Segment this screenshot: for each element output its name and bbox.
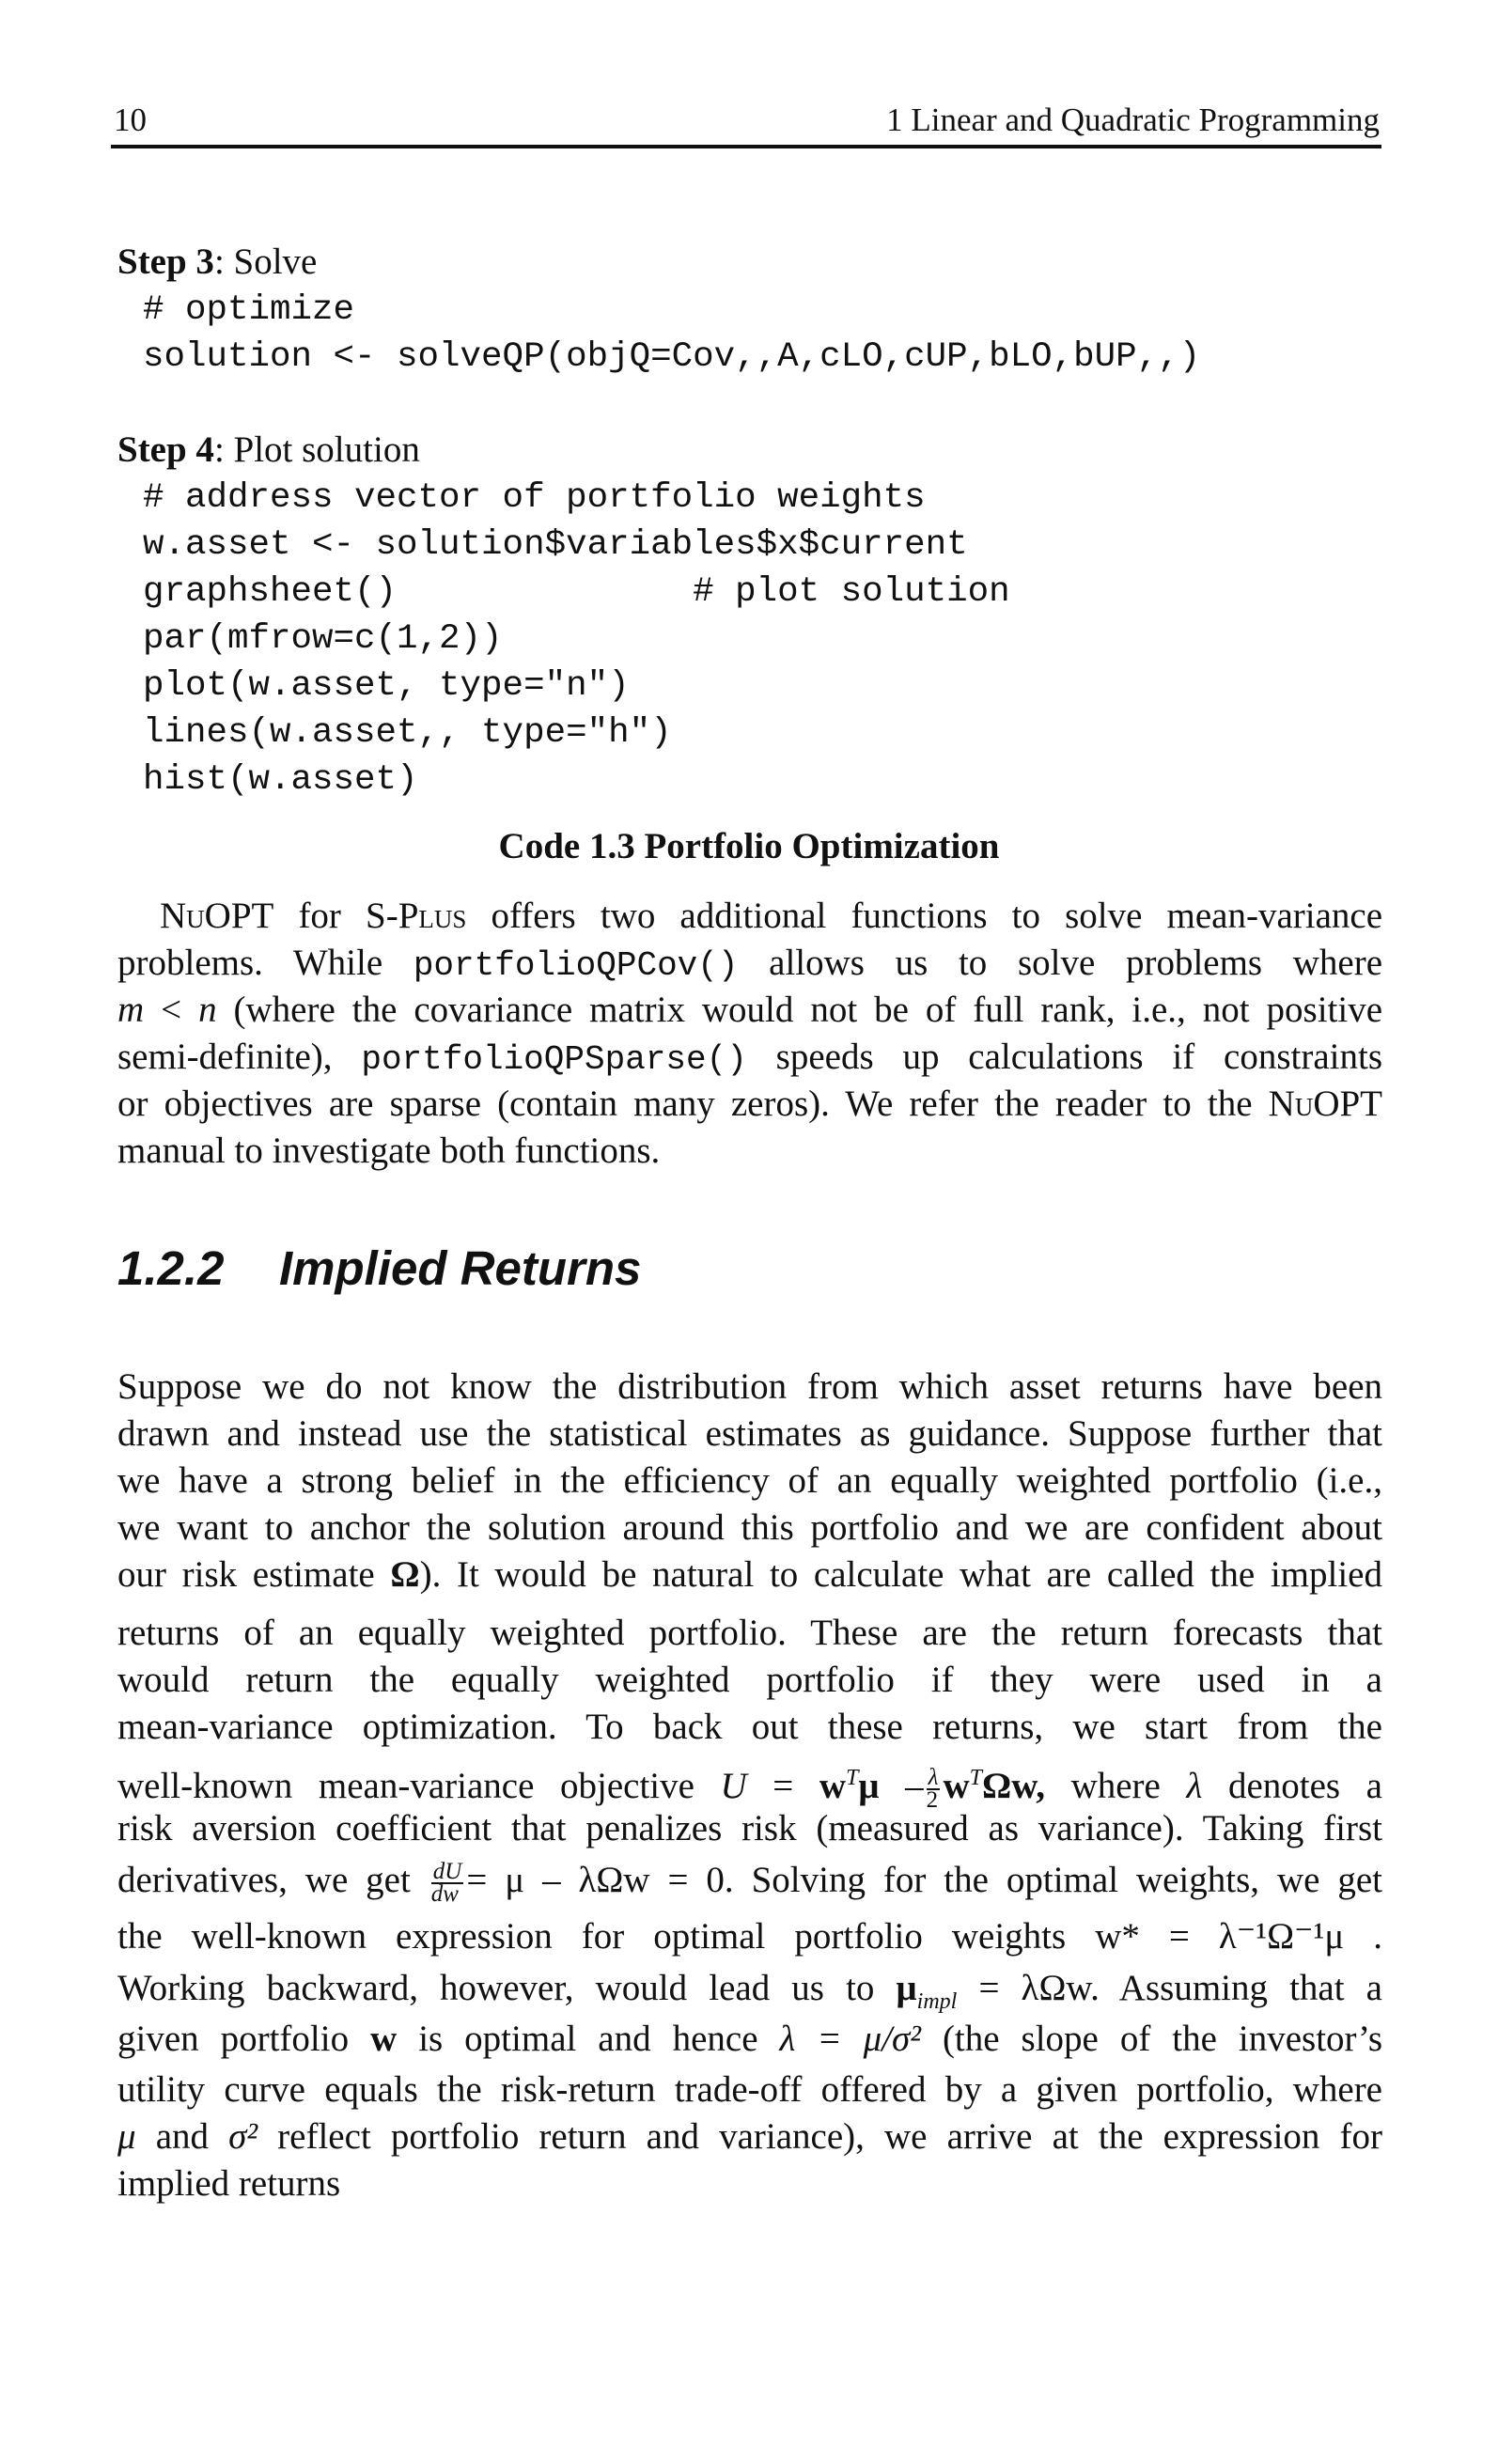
text-line: our risk estimate Ω). It would be natural to calculate what are called the implied [117,1554,1382,1595]
text-line: problems. While portfolioQPCov() allows us to solve problems where [117,943,1383,985]
text-line: μ and σ² reflect portfolio return and variance), we arrive at the expression for [117,2116,1382,2157]
function-name: portfolioQPCov() [413,946,739,985]
text-line: manual to investigate both functions. [117,1131,661,1171]
text-line: Suppose we do not know the distribution from which asset returns have been [117,1366,1382,1407]
section-heading [117,1240,641,1297]
step-4-title: : Plot solution [213,429,420,470]
equation-implied: $\mu_{impl} = \lambda\Omega w$. [896,1968,1100,2014]
text-line: given portfolio w is optimal and hence λ = μ/σ² (the slope of the investor’s [117,2019,1382,2059]
section-number: 1.2.2 [117,1241,225,1295]
function-name: portfolioQPSparse() [361,1040,747,1079]
section-title: Implied Returns [279,1241,642,1295]
text-line: semi-definite), portfolioQPSparse() speeds up calculations if constraints [117,1037,1383,1079]
text-line: drawn and instead use the statistical estimates as guidance. Suppose further that [117,1413,1382,1454]
step-3-heading [117,240,317,285]
step-4-code: # address vector of portfolio weights w.asset <- solution$variables$x$current graphsheet() # plot solution par(mfrow=c(1,2)) plot(w.asset, type="n") lines(w.asset,, type="h") hist(w.asset) [143,478,1010,800]
running-header [111,101,1381,148]
text-line: implied returns [117,2163,341,2204]
text-line: mean-variance optimization. To back out these returns, we start from the [117,1707,1382,1747]
text-line: would return the equally weighted portfolio if they were used in a [117,1660,1382,1700]
chapter-title: 1 Linear and Quadratic Programming [886,101,1380,138]
page-number: 10 [114,101,147,138]
equation-optimal-weights: w* = λ⁻¹Ω⁻¹μ . [1095,1916,1382,1957]
text-line: we have a strong belief in the efficiency of an equally weighted portfolio (i.e., [117,1460,1382,1501]
text-line: derivatives, we get $\frac{dU}{dw}$ = μ – λΩw = 0. Solving for the optimal weights, we get [117,1859,1382,1908]
text-line: the well-known expression for optimal portfolio weights w* = λ⁻¹Ω⁻¹μ . [117,1916,1382,1957]
equation-lambda: λ = μ/σ² [779,2019,921,2059]
text-line: we want to anchor the solution around this portfolio and we are confident about [117,1507,1382,1548]
implied-returns-paragraph [117,1364,1382,2207]
text-line: or objectives are sparse (contain many zeros). We refer the reader to the NuOPT [117,1084,1382,1124]
step-3-label: Step 3 [117,242,214,282]
text-line: NuOPT for S-Plus offers two additional functions to solve mean-variance [160,896,1383,936]
step-3-title: : Solve [213,242,318,282]
text-line: returns of an equally weighted portfolio. These are the return forecasts that [117,1613,1382,1653]
text-line: Working backward, however, would lead us to $\mu_{impl} = \lambda\Omega w$. Assuming that a [117,1968,1382,2014]
text-line: well-known mean-variance objective $U = w^T\mu$ – $\frac{\lambda}{2}$ $w^T\Omega w$, where λ denotes a [117,1765,1382,1814]
step-3-code: # optimize solution <- solveQP(objQ=Cov,,A,cLO,cUP,bLO,bUP,,) [143,290,1201,377]
nuopt-paragraph [117,893,1382,1175]
text-line: risk aversion coefficient that penalizes risk (measured as variance). Taking first [117,1808,1382,1848]
equation-derivative: $\frac{dU}{dw}$ = μ – λΩw = 0. [430,1859,734,1908]
text-line: utility curve equals the risk-return trade-off offered by a given portfolio, where [117,2069,1382,2110]
equation-objective: $U = w^T\mu$ – $\frac{\lambda}{2}$ $w^T\Omega w$, [720,1765,1045,1814]
code-caption: Code 1.3 Portfolio Optimization [498,826,1000,866]
text-line: m < n (where the covariance matrix would not be of full rank, i.e., not positive [117,990,1383,1030]
step-4-heading [117,428,420,473]
step-4-label: Step 4 [117,429,214,470]
